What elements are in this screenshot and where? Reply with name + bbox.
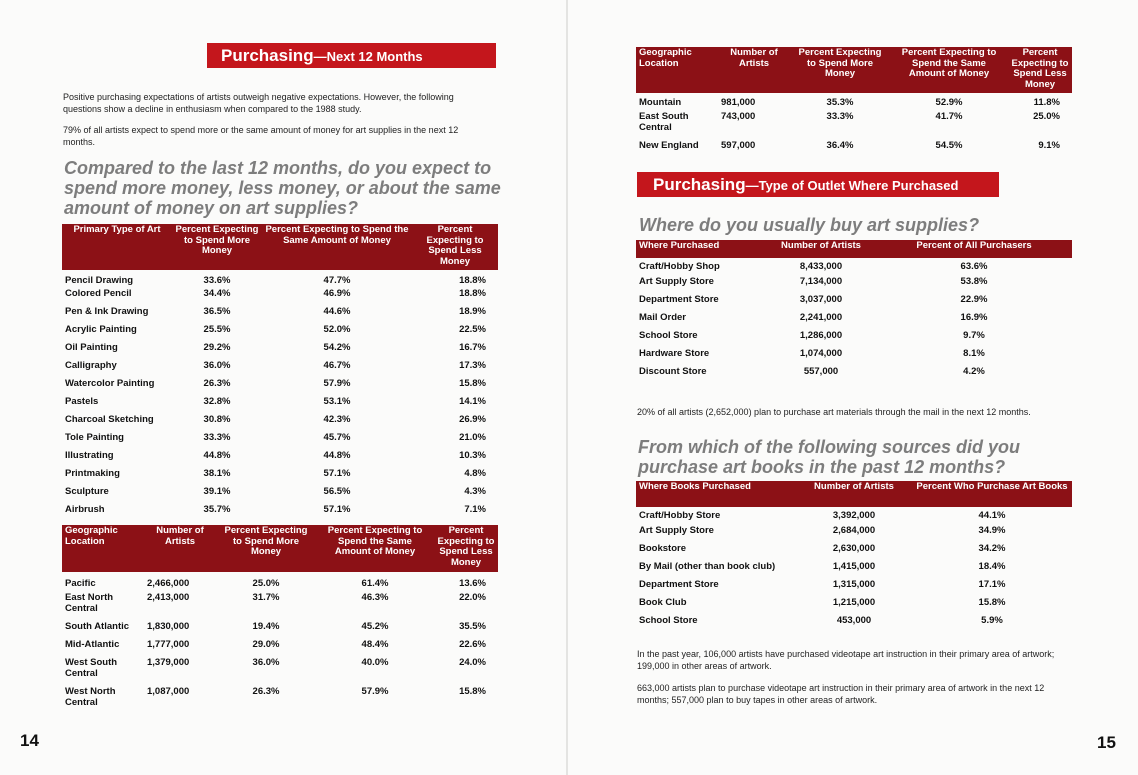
table-cell: 1,215,000 — [832, 597, 876, 608]
table-row — [62, 432, 498, 450]
table-row — [636, 330, 1072, 348]
table-cell: 53.8% — [960, 276, 988, 287]
column-header: Percent Expecting to Spend More Money — [790, 47, 890, 93]
table-cell: 8.1% — [963, 348, 985, 359]
table-cell: 1,286,000 — [799, 330, 843, 341]
banner-subtitle: —Next 12 Months — [313, 49, 423, 64]
table-cell: 1,074,000 — [799, 348, 843, 359]
table-cell: 1,415,000 — [832, 561, 876, 572]
table-cell: 11.8% — [1033, 97, 1060, 108]
table-cell: 15.8% — [978, 597, 1006, 608]
table-cell: 48.4% — [361, 639, 389, 650]
table-cell: 21.0% — [459, 432, 486, 443]
table-row — [62, 414, 498, 432]
table-cell: 57.1% — [323, 468, 351, 479]
column-header: Geographic Location — [636, 47, 718, 93]
column-header: Percent Expecting to Spend Less Money — [412, 224, 498, 270]
row-label: Oil Painting — [65, 342, 118, 353]
table-cell: 13.6% — [459, 578, 486, 589]
table-cell: 16.7% — [459, 342, 486, 353]
table-cell: 53.1% — [323, 396, 351, 407]
table-cell: 1,087,000 — [147, 686, 190, 697]
row-label: By Mail (other than book club) — [639, 561, 776, 572]
page-number-left: 14 — [20, 731, 39, 750]
table-cell: 54.5% — [935, 140, 963, 151]
table-cell: 29.2% — [203, 342, 231, 353]
row-label: Pastels — [65, 396, 99, 407]
table-cell: 597,000 — [721, 140, 756, 151]
table-cell: 33.3% — [203, 432, 231, 443]
row-label: Airbrush — [65, 504, 105, 515]
table-cell: 17.3% — [459, 360, 486, 371]
table-cell: 7,134,000 — [799, 276, 843, 287]
table-cell: 4.3% — [464, 486, 486, 497]
table-header-row — [62, 525, 498, 572]
table-cell: 34.4% — [203, 288, 231, 299]
table-row — [62, 468, 498, 486]
table-cell: 56.5% — [323, 486, 351, 497]
column-header: Percent of All Purchasers — [876, 240, 1072, 258]
row-label: Art Supply Store — [639, 525, 714, 536]
row-label: Charcoal Sketching — [65, 414, 154, 425]
purchasing-next-12-months-banner — [207, 43, 496, 68]
row-label: East South Central — [639, 111, 689, 133]
column-header: Percent Expecting to Spend the Same Amount of Money — [262, 224, 412, 270]
table-cell: 46.9% — [323, 288, 351, 299]
row-label: Printmaking — [65, 468, 120, 479]
table-cell: 15.8% — [459, 378, 486, 389]
row-label: Discount Store — [639, 366, 707, 377]
table-cell: 24.0% — [459, 657, 486, 668]
row-label: Calligraphy — [65, 360, 117, 371]
column-header: Number of Artists — [718, 47, 790, 93]
table-cell: 45.2% — [361, 621, 389, 632]
table-row — [636, 561, 1072, 579]
geographic-spending-table — [62, 525, 498, 715]
table-cell: 10.3% — [459, 450, 486, 461]
table-cell: 9.7% — [963, 330, 985, 341]
row-label: Pacific — [65, 578, 96, 589]
table-row — [636, 597, 1072, 615]
table-row — [636, 579, 1072, 597]
table-cell: 36.5% — [203, 306, 231, 317]
table-cell: 57.9% — [361, 686, 389, 697]
table-row — [62, 378, 498, 396]
table-cell: 26.3% — [203, 378, 231, 389]
table-cell: 18.4% — [978, 561, 1006, 572]
row-label: Hardware Store — [639, 348, 710, 359]
table-cell: 2,241,000 — [799, 312, 843, 323]
table-cell: 9.1% — [1038, 140, 1060, 151]
table-row — [636, 312, 1072, 330]
column-header: Number of Artists — [144, 525, 216, 572]
page-number-right: 15 — [1097, 733, 1116, 752]
row-label: East North Central — [65, 592, 114, 614]
table-row — [636, 111, 1072, 140]
table-row — [62, 270, 498, 288]
table-cell: 33.6% — [203, 275, 231, 286]
banner-title: Purchasing — [653, 175, 746, 194]
geographic-spending-table-continued — [636, 47, 1072, 158]
table-cell: 44.8% — [323, 450, 351, 461]
row-label: Craft/Hobby Shop — [639, 261, 720, 272]
table-row — [636, 294, 1072, 312]
row-label: South Atlantic — [65, 621, 130, 632]
table-row — [62, 306, 498, 324]
row-label: Sculpture — [65, 486, 109, 497]
row-label: Craft/Hobby Store — [639, 510, 721, 521]
table-row — [636, 348, 1072, 366]
table-cell: 16.9% — [960, 312, 988, 323]
table-cell: 35.5% — [459, 621, 486, 632]
table-row — [636, 93, 1072, 111]
outlet-table — [636, 240, 1072, 384]
table-cell: 47.7% — [323, 275, 351, 286]
banner-title: Purchasing — [221, 46, 314, 65]
table-cell: 22.9% — [960, 294, 988, 305]
table-cell: 39.1% — [203, 486, 231, 497]
column-header: Percent Expecting to Spend More Money — [216, 525, 316, 572]
table-row — [636, 140, 1072, 158]
table-cell: 15.8% — [459, 686, 486, 697]
row-label: Watercolor Painting — [65, 378, 155, 389]
table-cell: 32.8% — [203, 396, 231, 407]
mail-order-note: 20% of all artists (2,652,000) plan to purchase art materials through the mail in the next 12 months. — [637, 407, 1031, 417]
table-row — [636, 258, 1072, 276]
row-label: Book Club — [639, 597, 687, 608]
table-cell: 1,315,000 — [832, 579, 876, 590]
table-cell: 61.4% — [361, 578, 389, 589]
where-buy-question-heading: Where do you usually buy art supplies? — [639, 215, 980, 235]
spending-question-heading: Compared to the last 12 months, do you expect to spend more money, less money, or about the same amount of money on art supplies? — [64, 158, 501, 218]
column-header: Number of Artists — [796, 481, 912, 507]
table-cell: 30.8% — [203, 414, 231, 425]
table-row — [636, 525, 1072, 543]
table-cell: 36.0% — [203, 360, 231, 371]
table-cell: 1,777,000 — [147, 639, 190, 650]
table-cell: 35.3% — [826, 97, 854, 108]
table-cell: 17.1% — [978, 579, 1006, 590]
table-cell: 8,433,000 — [799, 261, 843, 272]
intro-paragraph: Positive purchasing expectations of artists outweigh negative expectations. However, the following questions show a decline in enthusiasm when compared to the 1988 study. — [63, 92, 454, 114]
table-row — [62, 686, 498, 715]
table-row — [62, 572, 498, 592]
table-cell: 22.6% — [459, 639, 486, 650]
table-cell: 57.9% — [323, 378, 351, 389]
table-cell: 3,037,000 — [799, 294, 843, 305]
row-label: Art Supply Store — [639, 276, 714, 287]
row-label: West South Central — [65, 657, 118, 679]
row-label: Acrylic Painting — [65, 324, 137, 335]
row-label: Mail Order — [639, 312, 686, 323]
column-header: Percent Expecting to Spend the Same Amount of Money — [890, 47, 1008, 93]
table-cell: 18.8% — [459, 275, 486, 286]
row-label: Department Store — [639, 294, 719, 305]
table-row — [636, 543, 1072, 561]
table-cell: 33.3% — [826, 111, 854, 122]
table-cell: 2,630,000 — [832, 543, 876, 554]
table-cell: 19.4% — [252, 621, 280, 632]
table-cell: 2,684,000 — [832, 525, 876, 536]
table-cell: 46.3% — [361, 592, 389, 603]
table-cell: 63.6% — [960, 261, 988, 272]
table-cell: 34.9% — [978, 525, 1006, 536]
row-label: West North Central — [65, 686, 116, 708]
table-cell: 25.0% — [1033, 111, 1060, 122]
table-cell: 44.8% — [203, 450, 231, 461]
column-header: Where Purchased — [636, 240, 766, 258]
table-cell: 36.0% — [252, 657, 280, 668]
table-header-row — [636, 47, 1072, 93]
column-header: Number of Artists — [766, 240, 876, 258]
column-header: Percent Who Purchase Art Books — [912, 481, 1072, 507]
table-cell: 14.1% — [459, 396, 486, 407]
table-row — [62, 504, 498, 522]
table-row — [62, 592, 498, 621]
table-cell: 29.0% — [252, 639, 280, 650]
table-cell: 54.2% — [323, 342, 351, 353]
videotape-plan-note: 663,000 artists plan to purchase videotape art instruction in their primary area of artwork in the next 12 months; 557,000 plan to buy tapes in other areas of artwork. — [637, 683, 1045, 705]
table-cell: 1,830,000 — [147, 621, 190, 632]
row-label: Mountain — [639, 97, 682, 108]
row-label: Mid-Atlantic — [65, 639, 120, 650]
table-cell: 557,000 — [803, 366, 839, 377]
table-row — [62, 396, 498, 414]
column-header: Percent Expecting to Spend More Money — [172, 224, 262, 270]
table-cell: 18.8% — [459, 288, 486, 299]
table-row — [62, 486, 498, 504]
table-row — [62, 621, 498, 639]
table-cell: 2,466,000 — [147, 578, 190, 589]
table-row — [636, 366, 1072, 384]
art-books-question-heading: From which of the following sources did you purchase art books in the past 12 months? — [638, 437, 1021, 477]
table-row — [62, 639, 498, 657]
table-header-row — [636, 481, 1072, 507]
table-cell: 3,392,000 — [832, 510, 876, 521]
table-row — [62, 288, 498, 306]
table-cell: 7.1% — [464, 504, 486, 515]
row-label: Bookstore — [639, 543, 686, 554]
table-cell: 4.2% — [963, 366, 985, 377]
table-cell: 22.0% — [459, 592, 486, 603]
table-cell: 25.0% — [252, 578, 280, 589]
row-label: Department Store — [639, 579, 719, 590]
table-row — [636, 276, 1072, 294]
table-cell: 26.3% — [252, 686, 280, 697]
row-label: School Store — [639, 615, 698, 626]
table-header-row — [62, 224, 498, 270]
row-label: New England — [639, 140, 699, 151]
table-row — [62, 342, 498, 360]
table-cell: 31.7% — [252, 592, 280, 603]
table-row — [636, 615, 1072, 633]
row-label: Pen & Ink Drawing — [65, 306, 149, 317]
table-cell: 44.6% — [323, 306, 351, 317]
table-cell: 44.1% — [978, 510, 1006, 521]
table-cell: 981,000 — [721, 97, 756, 108]
column-header: Geographic Location — [62, 525, 144, 572]
table-cell: 38.1% — [203, 468, 231, 479]
table-cell: 36.4% — [826, 140, 854, 151]
table-header-row — [636, 240, 1072, 258]
stat-paragraph: 79% of all artists expect to spend more or the same amount of money for art supplies in the next 12 months. — [63, 125, 459, 147]
table-cell: 743,000 — [721, 111, 756, 122]
row-label: Illustrating — [65, 450, 114, 461]
row-label: Pencil Drawing — [65, 275, 134, 286]
row-label: Colored Pencil — [65, 288, 132, 299]
table-row — [636, 507, 1072, 525]
table-cell: 2,413,000 — [147, 592, 190, 603]
column-header: Primary Type of Art — [62, 224, 172, 270]
table-cell: 52.0% — [323, 324, 351, 335]
table-cell: 57.1% — [323, 504, 351, 515]
table-cell: 52.9% — [935, 97, 963, 108]
table-row — [62, 450, 498, 468]
column-header: Percent Expecting to Spend Less Money — [1008, 47, 1072, 93]
banner-subtitle: —Type of Outlet Where Purchased — [745, 178, 959, 193]
table-cell: 46.7% — [323, 360, 351, 371]
table-cell: 25.5% — [203, 324, 231, 335]
table-cell: 40.0% — [361, 657, 389, 668]
row-label: Tole Painting — [65, 432, 124, 443]
table-cell: 35.7% — [203, 504, 231, 515]
table-cell: 45.7% — [323, 432, 351, 443]
table-cell: 34.2% — [978, 543, 1006, 554]
videotape-past-note: In the past year, 106,000 artists have purchased videotape art instruction in their primary area of artwork; 199,000 in other areas of artwork. — [637, 649, 1055, 671]
table-cell: 22.5% — [459, 324, 486, 335]
row-label: School Store — [639, 330, 698, 341]
table-row — [62, 657, 498, 686]
column-header: Percent Expecting to Spend Less Money — [434, 525, 498, 572]
outlet-type-banner — [637, 172, 999, 197]
table-cell: 5.9% — [981, 615, 1003, 626]
table-row — [62, 324, 498, 342]
table-cell: 42.3% — [323, 414, 351, 425]
art-books-table — [636, 481, 1072, 633]
art-type-spending-table — [62, 224, 498, 522]
table-row — [62, 360, 498, 378]
table-cell: 41.7% — [935, 111, 963, 122]
table-cell: 1,379,000 — [147, 657, 190, 668]
column-header: Percent Expecting to Spend the Same Amount of Money — [316, 525, 434, 572]
table-cell: 26.9% — [459, 414, 486, 425]
table-cell: 453,000 — [836, 615, 872, 626]
table-cell: 18.9% — [459, 306, 486, 317]
table-cell: 4.8% — [464, 468, 486, 479]
column-header: Where Books Purchased — [636, 481, 796, 507]
